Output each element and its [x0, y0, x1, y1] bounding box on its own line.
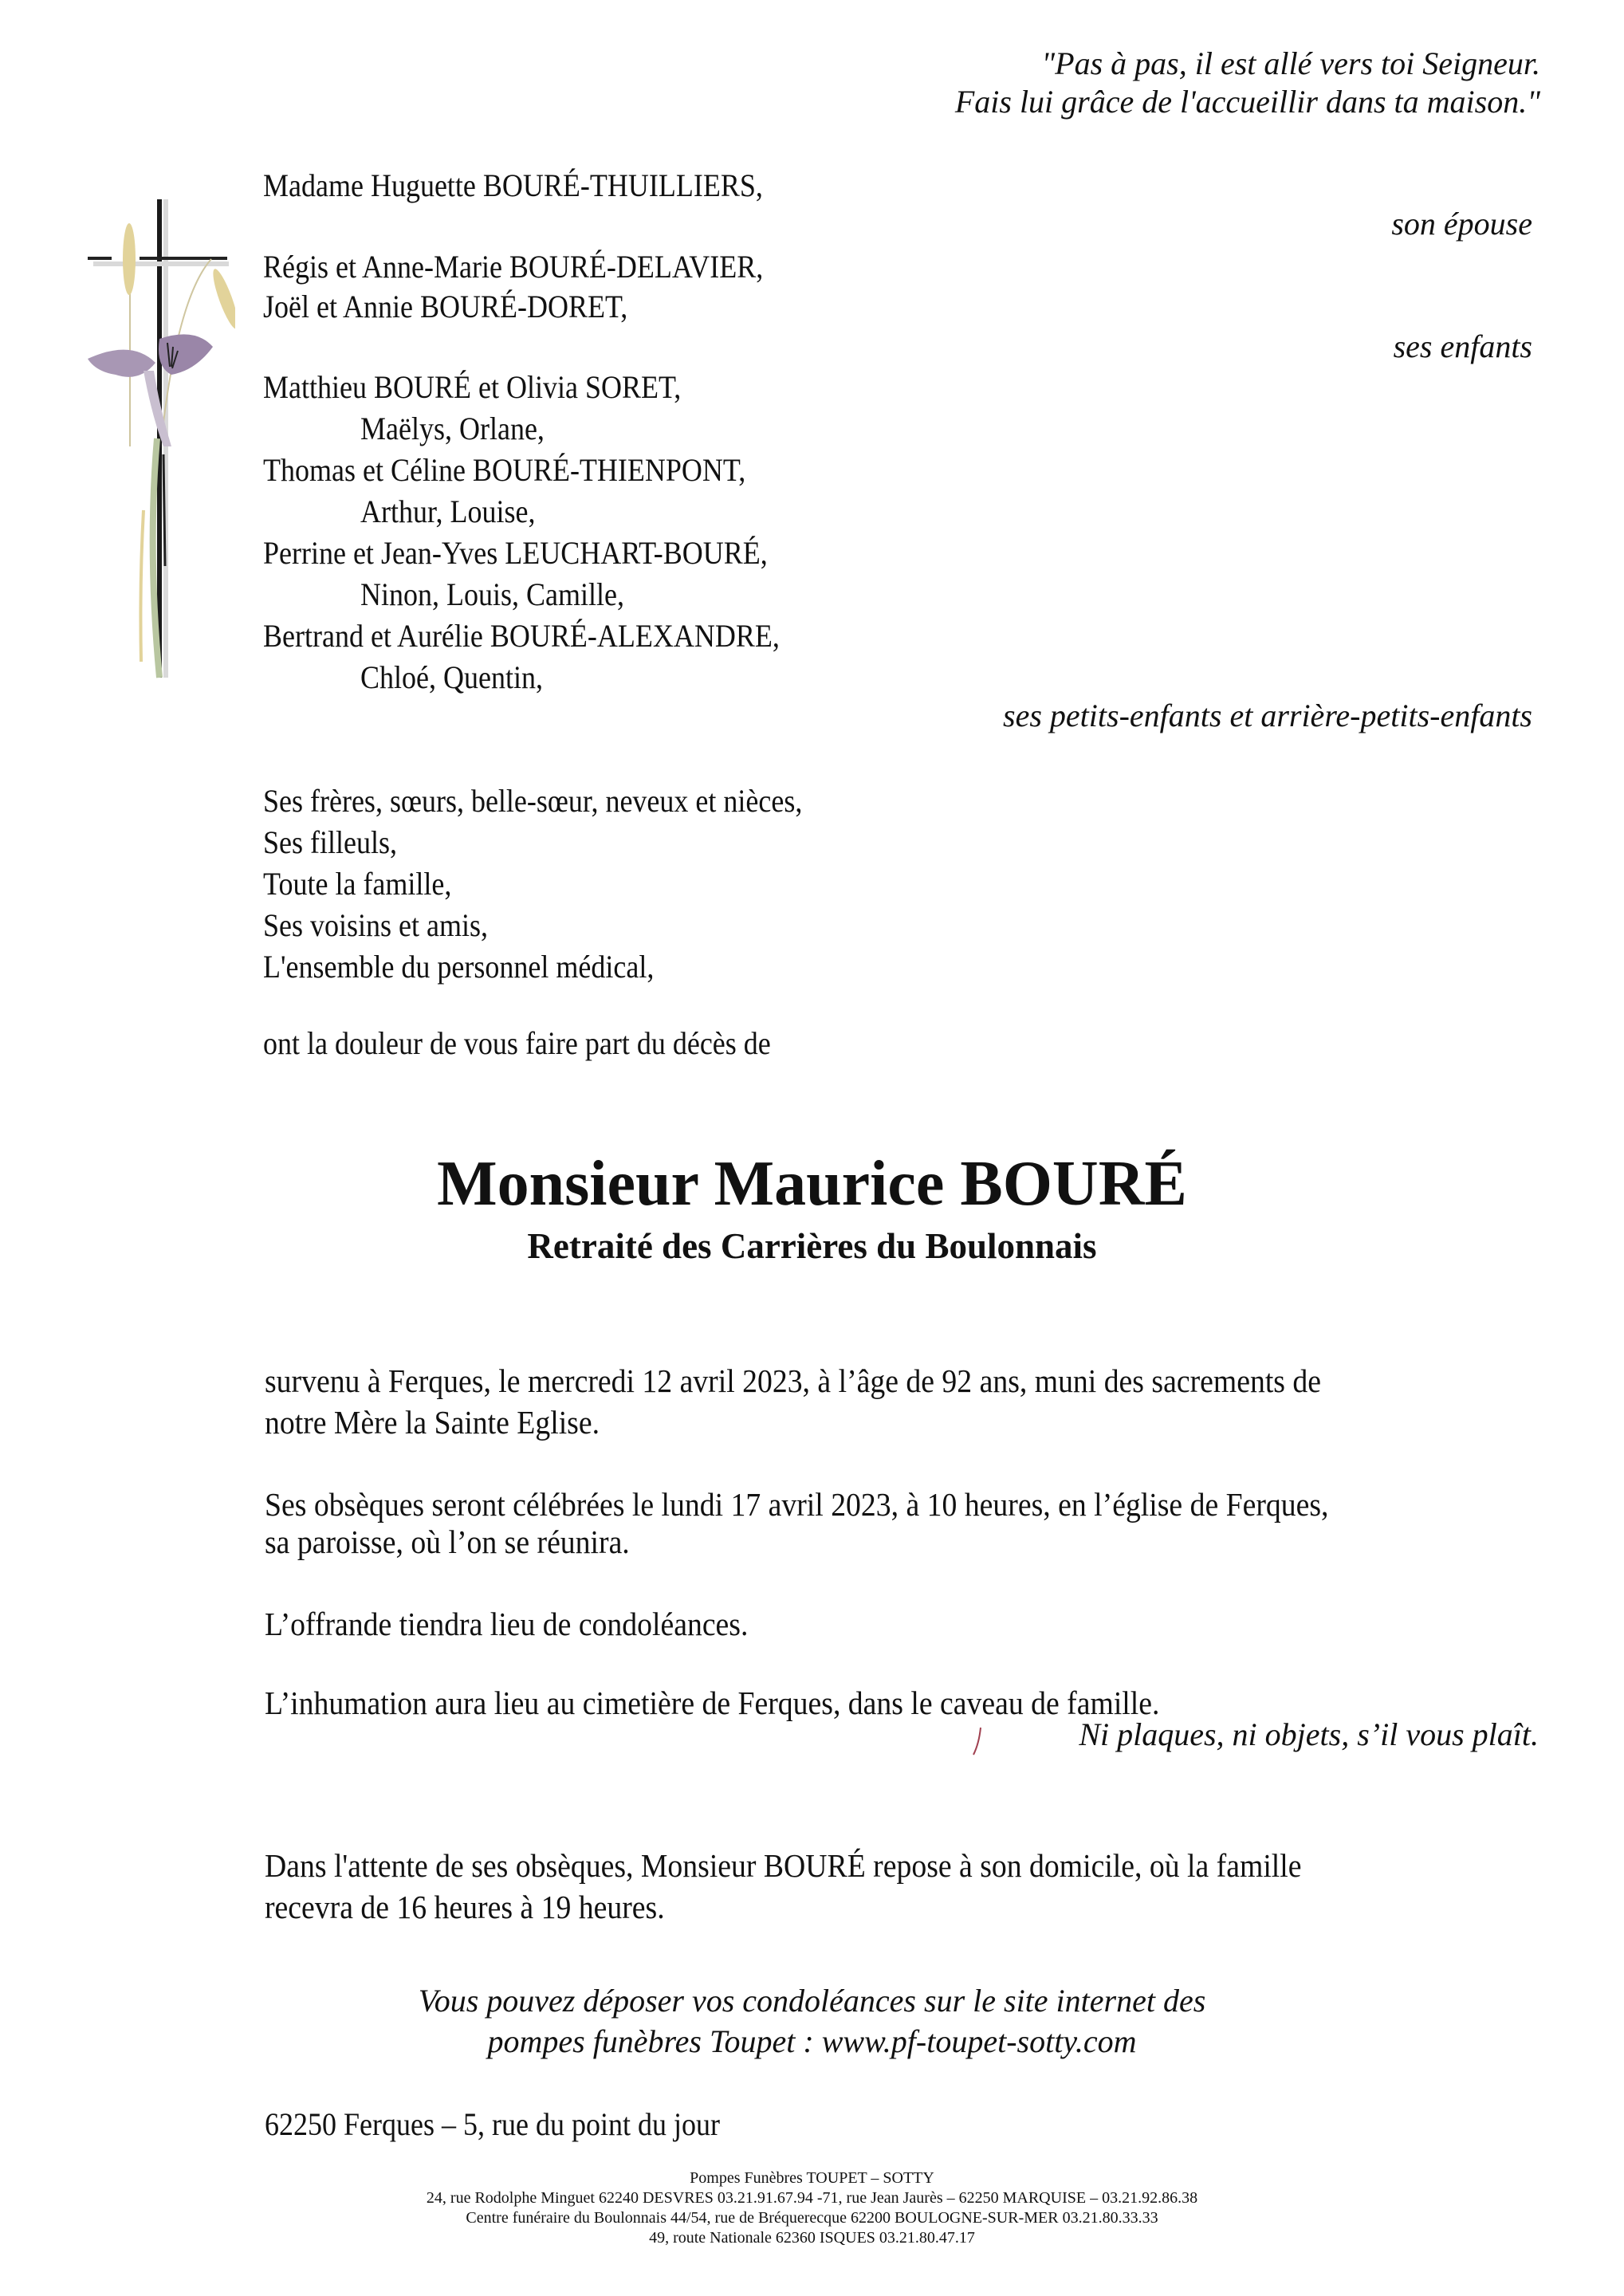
child-couple: Régis et Anne-Marie BOURÉ-DELAVIER, [263, 249, 764, 285]
quote-line-1: "Pas à pas, il est allé vers toi Seigneur. [1041, 45, 1540, 81]
children-role: ses enfants [1393, 328, 1532, 364]
visitation-line: Dans l'attente de ses obsèques, Monsieur BOURÉ repose à son domicile, où la famille [265, 1847, 1302, 1884]
funeral-line: sa paroisse, où l’on se réunira. [265, 1523, 630, 1560]
grandchild-couple: Perrine et Jean-Yves LEUCHART-BOURÉ, [263, 535, 768, 571]
pen-mark-artifact [971, 1726, 984, 1758]
deceased-name: Monsieur Maurice BOURÉ [437, 1149, 1187, 1219]
spouse-name: Madame Huguette BOURÉ-THUILLIERS, [263, 167, 763, 203]
great-grandchildren: Ninon, Louis, Camille, [360, 576, 624, 612]
calla-lily-icon [88, 334, 213, 678]
funeral-line: Ses obsèques seront célébrées le lundi 17 avril 2023, à 10 heures, en l’église de Ferques, [265, 1486, 1329, 1523]
grandchildren-role: ses petits-enfants et arrière-petits-enfants [1003, 698, 1532, 733]
death-notice-line: notre Mère la Sainte Eglise. [265, 1404, 600, 1441]
footer-address: 24, rue Rodolphe Minguet 62240 DESVRES 03.21.91.67.94 -71, rue Jean Jaurès – 62250 MARQUISE – 03.21.92.86.38 [426, 2189, 1198, 2207]
announcement: ont la douleur de vous faire part du décès de [263, 1025, 771, 1061]
quote-line-2: Fais lui grâce de l'accueillir dans ta maison." [954, 84, 1540, 120]
cross-icon [88, 199, 229, 678]
footer-address: Centre funéraire du Boulonnais 44/54, rue de Bréquerecque 62200 BOULOGNE-SUR-MER 03.21.80.33.33 [466, 2209, 1158, 2227]
grandchild-couple: Matthieu BOURÉ et Olivia SORET, [263, 369, 682, 405]
spouse-role: son épouse [1391, 206, 1532, 242]
relatives-line: Ses voisins et amis, [263, 907, 489, 943]
website-link[interactable]: pompes funèbres Toupet : www.pf-toupet-sotty.com [487, 2023, 1137, 2059]
death-notice-line: survenu à Ferques, le mercredi 12 avril 2023, à l’âge de 92 ans, muni des sacrements de [265, 1362, 1322, 1399]
offering-line: L’offrande tiendra lieu de condoléances. [265, 1606, 749, 1642]
relatives-line: Ses filleuls, [263, 824, 398, 860]
footer-address: 49, route Nationale 62360 ISQUES 03.21.80.47.17 [649, 2229, 975, 2247]
grandchild-couple: Bertrand et Aurélie BOURÉ-ALEXANDRE, [263, 618, 780, 654]
visitation-line: recevra de 16 heures à 19 heures. [265, 1889, 665, 1925]
relatives-line: Toute la famille, [263, 866, 452, 902]
cross-lily-illustration [84, 183, 235, 686]
grandchild-couple: Thomas et Céline BOURÉ-THIENPONT, [263, 452, 746, 488]
relatives-line: Ses frères, sœurs, belle-sœur, neveux et nièces, [263, 783, 803, 819]
great-grandchildren: Arthur, Louise, [360, 493, 536, 529]
great-grandchildren: Maëlys, Orlane, [360, 411, 545, 446]
deceased-subtitle: Retraité des Carrières du Boulonnais [527, 1226, 1097, 1266]
no-flowers-note: Ni plaques, ni objets, s’il vous plaît. [1079, 1716, 1539, 1752]
footer-company: Pompes Funèbres TOUPET – SOTTY [690, 2169, 934, 2187]
great-grandchildren: Chloé, Quentin, [360, 659, 543, 695]
home-address: 62250 Ferques – 5, rue du point du jour [265, 2106, 720, 2142]
child-couple: Joël et Annie BOURÉ-DORET, [263, 289, 628, 324]
website-line: Vous pouvez déposer vos condoléances sur le site internet des [418, 1983, 1206, 2019]
relatives-line: L'ensemble du personnel médical, [263, 949, 655, 985]
burial-line: L’inhumation aura lieu au cimetière de Ferques, dans le caveau de famille. [265, 1685, 1160, 1721]
